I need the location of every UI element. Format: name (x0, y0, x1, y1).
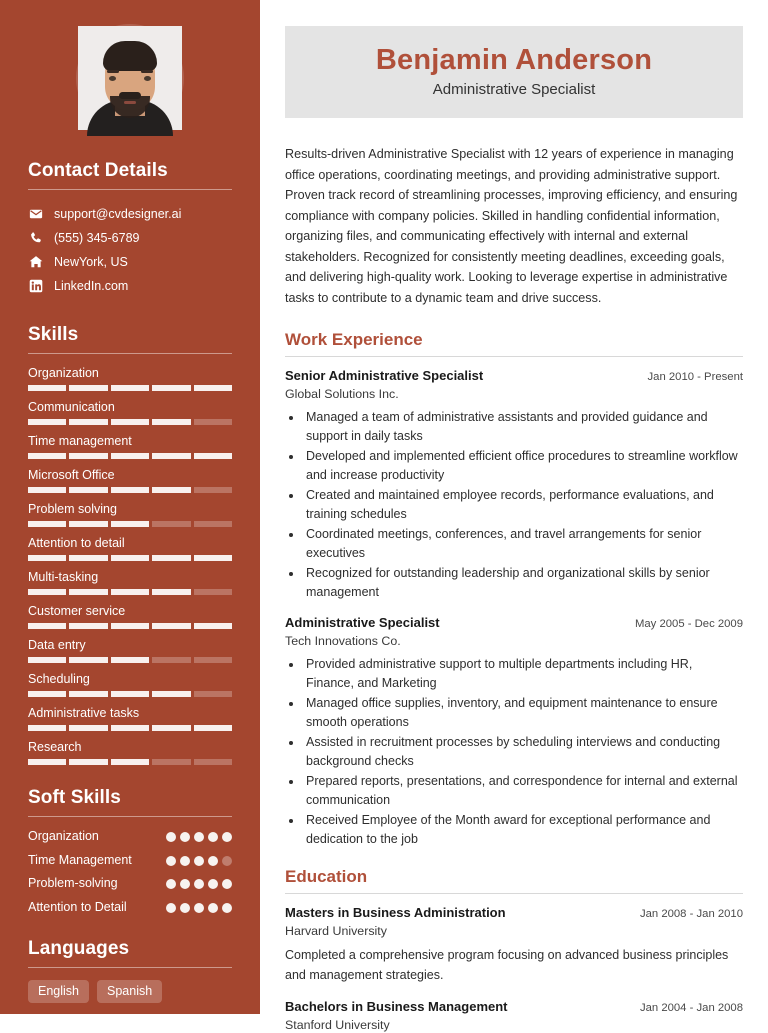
rating-dot (166, 832, 176, 842)
work-entry-header (285, 615, 743, 632)
skill-segment (194, 691, 232, 697)
list-item: • Received Employee of the Month award for exceptional performance and dedication to the job (303, 811, 743, 849)
list-item: • Developed and implemented efficient office procedures to streamline workflow and increase productivity (303, 447, 743, 485)
education-entry-list (285, 905, 743, 1033)
skill-level-bar (28, 487, 232, 493)
skill-segment (111, 725, 149, 731)
skill-segment (111, 657, 149, 663)
skill-segment (69, 657, 107, 663)
skills-list (28, 366, 232, 765)
contact-item[interactable] (28, 202, 232, 226)
soft-skill-item (28, 876, 232, 892)
skill-label: Time management (28, 434, 132, 448)
skill-level-bar (28, 453, 232, 459)
skill-segment (152, 487, 190, 493)
work-experience-heading: Work Experience (285, 330, 423, 350)
education-entry-header (285, 905, 743, 922)
work-experience-divider (285, 356, 743, 357)
page-title: Benjamin Anderson (375, 44, 653, 76)
skill-item (28, 536, 232, 561)
education-entry-title: Masters in Business Administration (285, 904, 506, 920)
work-entry (285, 615, 743, 849)
rating-dot (180, 832, 190, 842)
skill-item (28, 604, 232, 629)
rating-dot (222, 856, 232, 866)
skill-label: Multi-tasking (28, 570, 99, 584)
work-entry-bullets (285, 408, 743, 602)
soft-skill-label: Problem-solving (28, 876, 118, 891)
contact-value: LinkedIn.com (54, 278, 129, 293)
skill-item (28, 740, 232, 765)
soft-skills-divider (28, 816, 232, 817)
education-entry (285, 999, 743, 1033)
skill-segment (194, 555, 232, 561)
skill-segment (28, 725, 66, 731)
skill-segment (111, 419, 149, 425)
rating-dot (194, 903, 204, 913)
rating-dot (180, 903, 190, 913)
skill-level-bar (28, 589, 232, 595)
rating-dot (208, 903, 218, 913)
soft-skill-rating (166, 853, 232, 866)
rating-dot (180, 879, 190, 889)
profile-photo-wrap (28, 26, 232, 130)
contact-value: NewYork, US (54, 254, 128, 269)
skill-segment (69, 487, 107, 493)
skill-item (28, 434, 232, 459)
skill-segment (194, 725, 232, 731)
skill-label: Research (28, 740, 82, 754)
skill-item (28, 638, 232, 663)
skill-item (28, 570, 232, 595)
skill-segment (28, 691, 66, 697)
skill-segment (28, 555, 66, 561)
skill-level-bar (28, 691, 232, 697)
skill-segment (69, 725, 107, 731)
skill-segment (152, 623, 190, 629)
languages-section (28, 938, 232, 1003)
skill-segment (69, 589, 107, 595)
skill-label: Problem solving (28, 502, 117, 516)
work-entry-organization: Tech Innovations Co. (285, 633, 401, 648)
skill-segment (111, 759, 149, 765)
skill-segment (69, 521, 107, 527)
soft-skills-heading: Soft Skills (28, 787, 121, 808)
contact-value: support@cvdesigner.ai (54, 206, 182, 221)
rating-dot (208, 832, 218, 842)
soft-skill-label: Time Management (28, 852, 132, 867)
skill-segment (111, 521, 149, 527)
rating-dot (194, 856, 204, 866)
skill-segment (194, 385, 232, 391)
name-banner (285, 26, 743, 118)
skill-level-bar (28, 521, 232, 527)
skill-segment (69, 691, 107, 697)
skill-segment (69, 419, 107, 425)
skill-segment (28, 385, 66, 391)
skill-level-bar (28, 657, 232, 663)
soft-skill-item (28, 900, 232, 916)
rating-dot (208, 879, 218, 889)
list-item: • Managed office supplies, inventory, and equipment maintenance to ensure smooth operations (303, 694, 743, 732)
soft-skill-rating (166, 876, 232, 889)
skill-segment (28, 623, 66, 629)
skill-label: Organization (28, 366, 99, 380)
skill-label: Microsoft Office (28, 468, 115, 482)
skill-segment (194, 623, 232, 629)
languages-heading: Languages (28, 937, 130, 959)
skill-segment (111, 385, 149, 391)
rating-dot (194, 879, 204, 889)
skills-section (28, 324, 232, 765)
list-item: • Created and maintained employee records, performance evaluations, and training schedules (303, 486, 743, 524)
work-entry-bullets (285, 655, 743, 849)
skill-item (28, 706, 232, 731)
skill-segment (111, 453, 149, 459)
language-tag[interactable]: Spanish (97, 980, 162, 1003)
skill-level-bar (28, 419, 232, 425)
skill-label: Attention to detail (28, 536, 125, 550)
skill-level-bar (28, 623, 232, 629)
skill-level-bar (28, 385, 232, 391)
rating-dot (166, 856, 176, 866)
skill-segment (28, 589, 66, 595)
professional-summary: Results-driven Administrative Specialist with 12 years of experience in managing office operations, coordinating meetings, and providing administrative support. Proven track record of streamlining processes, improving efficiency, and ensuring compliance with company policies. Skilled in handling confidential information, organizing files, and communicating effectively with internal and external stakeholders. Recognized for consistently meeting deadlines, exceeding goals, and delivering high-quality work. Looking to leverage expertise in administrative tasks to contribute to a dynamic team and drive success. (285, 147, 738, 305)
skill-segment (28, 487, 66, 493)
phone-icon (28, 231, 43, 245)
skill-segment (152, 419, 190, 425)
soft-skills-section (28, 787, 232, 916)
skill-segment (152, 759, 190, 765)
skill-segment (28, 419, 66, 425)
skill-segment (111, 555, 149, 561)
work-entry-title: Senior Administrative Specialist (285, 368, 484, 384)
work-entry-header (285, 368, 743, 385)
home-icon (28, 255, 43, 269)
skill-item (28, 366, 232, 391)
skill-item (28, 468, 232, 493)
avatar (78, 26, 182, 130)
skill-label: Scheduling (28, 672, 90, 686)
main-column (260, 0, 768, 1032)
skill-segment (152, 657, 190, 663)
contact-value: (555) 345-6789 (54, 230, 140, 245)
contact-heading: Contact Details (28, 160, 168, 181)
skill-segment (194, 487, 232, 493)
work-entry (285, 368, 743, 602)
education-entry-title: Bachelors in Business Management (285, 998, 508, 1014)
skill-label: Customer service (28, 604, 126, 618)
soft-skill-label: Attention to Detail (28, 899, 127, 914)
contact-section (28, 160, 232, 298)
list-item: • Assisted in recruitment processes by scheduling interviews and conducting background checks (303, 733, 743, 771)
work-entry-organization: Global Solutions Inc. (285, 387, 399, 402)
skill-level-bar (28, 555, 232, 561)
contact-item[interactable] (28, 226, 232, 250)
skills-divider (28, 353, 232, 354)
skill-segment (152, 725, 190, 731)
skill-level-bar (28, 725, 232, 731)
skill-segment (28, 657, 66, 663)
skill-segment (152, 691, 190, 697)
skill-segment (69, 385, 107, 391)
education-section (285, 867, 743, 1033)
rating-dot (222, 879, 232, 889)
education-entry-description: Completed a comprehensive program focusing on advanced business principles and management strategies. (285, 948, 729, 983)
education-entry-header (285, 999, 743, 1016)
education-entry-date: Jan 2008 - Jan 2010 (639, 907, 743, 920)
skill-segment (28, 521, 66, 527)
skill-segment (69, 759, 107, 765)
soft-skill-item (28, 829, 232, 845)
contact-item[interactable] (28, 274, 232, 298)
soft-skills-list (28, 829, 232, 916)
soft-skill-label: Organization (28, 829, 99, 843)
skill-segment (28, 453, 66, 459)
list-item: • Provided administrative support to multiple departments including HR, Finance, and Marketing (303, 655, 743, 693)
skill-item (28, 400, 232, 425)
skill-segment (111, 487, 149, 493)
work-entry-list (285, 368, 743, 848)
rating-dot (222, 903, 232, 913)
work-entry-title: Administrative Specialist (285, 615, 440, 631)
list-item: • Coordinated meetings, conferences, and travel arrangements for senior executives (303, 525, 743, 563)
skill-segment (69, 623, 107, 629)
contact-item[interactable] (28, 250, 232, 274)
skill-segment (152, 453, 190, 459)
education-heading: Education (285, 866, 368, 886)
skill-segment (152, 385, 190, 391)
contact-divider (28, 189, 232, 190)
education-entry-organization: Stanford University (285, 1017, 390, 1032)
rating-dot (180, 856, 190, 866)
skill-segment (194, 419, 232, 425)
skill-segment (152, 589, 190, 595)
skill-label: Communication (28, 400, 115, 414)
education-divider (285, 893, 743, 894)
skill-segment (152, 521, 190, 527)
list-item: • Managed a team of administrative assistants and provided guidance and support in daily tasks (303, 408, 743, 446)
language-tag[interactable]: English (28, 980, 89, 1003)
skill-segment (111, 691, 149, 697)
skills-heading: Skills (28, 324, 79, 345)
education-entry-organization: Harvard University (285, 923, 387, 938)
list-item: • Prepared reports, presentations, and correspondence for internal and external communication (303, 772, 743, 810)
sidebar (0, 0, 260, 1014)
soft-skill-item (28, 853, 232, 869)
work-experience-section (285, 330, 743, 848)
skill-segment (111, 623, 149, 629)
skill-segment (111, 589, 149, 595)
rating-dot (166, 879, 176, 889)
envelope-icon (28, 207, 43, 221)
skill-segment (194, 589, 232, 595)
contact-list (28, 202, 232, 298)
job-title: Administrative Specialist (432, 81, 596, 99)
rating-dot (222, 832, 232, 842)
work-entry-date: May 2005 - Dec 2009 (634, 618, 743, 631)
skill-level-bar (28, 759, 232, 765)
soft-skill-rating (166, 900, 232, 913)
soft-skill-rating (166, 829, 232, 842)
skill-item (28, 502, 232, 527)
skill-segment (194, 521, 232, 527)
skill-segment (194, 759, 232, 765)
rating-dot (194, 832, 204, 842)
skill-segment (152, 555, 190, 561)
rating-dot (208, 856, 218, 866)
languages-divider (28, 967, 232, 968)
education-entry-date: Jan 2004 - Jan 2008 (639, 1001, 743, 1014)
rating-dot (166, 903, 176, 913)
linkedin-icon (28, 279, 43, 293)
education-entry (285, 905, 743, 986)
skill-segment (194, 453, 232, 459)
skill-label: Administrative tasks (28, 706, 140, 720)
language-tag-list (28, 980, 232, 1003)
skill-label: Data entry (28, 638, 86, 652)
work-entry-date: Jan 2010 - Present (647, 371, 743, 384)
skill-item (28, 672, 232, 697)
skill-segment (69, 555, 107, 561)
skill-segment (69, 453, 107, 459)
list-item: • Recognized for outstanding leadership and organizational skills by senior management (303, 564, 743, 602)
skill-segment (194, 657, 232, 663)
skill-segment (28, 759, 66, 765)
